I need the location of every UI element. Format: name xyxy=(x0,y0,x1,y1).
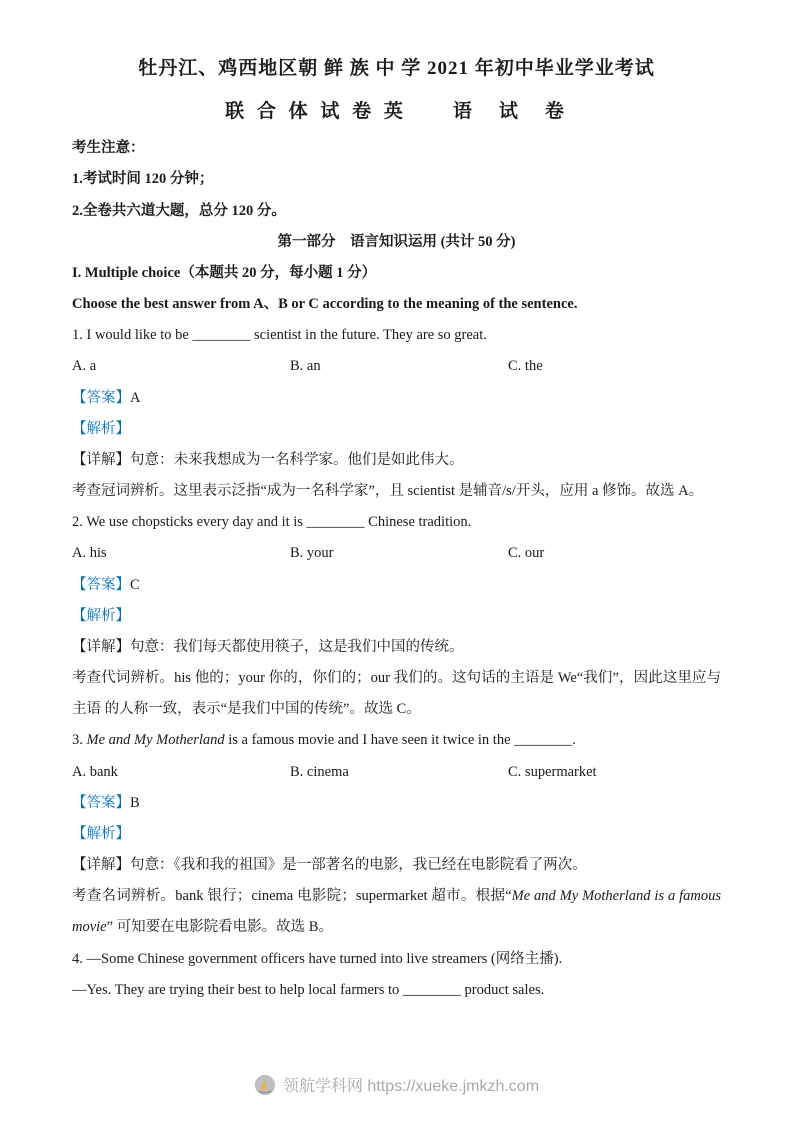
detail-text-2: 句意：我们每天都使用筷子，这是我们中国的传统。 xyxy=(130,638,464,655)
answer-line-1 xyxy=(72,383,721,414)
detail-label: 【详解】 xyxy=(72,638,130,655)
notice-heading: 考生注意： xyxy=(72,140,145,157)
options-row-2 xyxy=(72,538,721,569)
detail-label: 【详解】 xyxy=(72,451,130,468)
section-heading: 第一部分 语言知识运用 (共计 50 分) xyxy=(277,233,516,250)
explain-3-movie-quote: Me and My Motherland is a famous movie xyxy=(72,888,721,936)
part-heading: I. Multiple choice（本题共 20 分，每小题 1 分） xyxy=(72,264,377,281)
option-3-c: C. supermarket xyxy=(508,763,597,780)
question-stem-1: 1. I would like to be ________ scientist in the future. They are so great. xyxy=(72,327,487,344)
question-stem-3 xyxy=(72,725,721,756)
stem-3-movie-title: Me and My Motherland xyxy=(86,732,225,749)
footer-watermark xyxy=(0,1073,793,1096)
explain-paragraph-1: 考查冠词辨析。这里表示泛指“成为一名科学家”，且 scientist 是辅音/s/开头，应用 a 修饰。故选 A。 xyxy=(72,483,704,500)
detail-paragraph-2 xyxy=(72,632,721,663)
site-logo-icon xyxy=(254,1074,276,1096)
explain-paragraph-3 xyxy=(72,881,721,943)
detail-paragraph-3 xyxy=(72,850,721,881)
question-stem-2: 2. We use chopsticks every day and it is ________ Chinese tradition. xyxy=(72,514,472,531)
question-4-line-2: —Yes. They are trying their best to help local farmers to ________ product sales. xyxy=(72,981,545,998)
notice-item-2: 2.全卷共六道大题，总分 120 分。 xyxy=(72,202,286,219)
detail-label: 【详解】 xyxy=(72,857,130,874)
option-1-b: B. an xyxy=(290,358,321,375)
answer-value-2: C xyxy=(130,576,140,593)
options-row-3 xyxy=(72,757,721,788)
analysis-label: 【解析】 xyxy=(72,607,130,624)
detail-text-1: 句意：未来我想成为一名科学家。他们是如此伟大。 xyxy=(130,451,464,468)
answer-label: 【答案】 xyxy=(72,794,130,811)
explain-3-prefix: 考查名词辨析。bank 银行；cinema 电影院；supermarket 超市。根据“ xyxy=(72,888,512,905)
stem-3-prefix: 3. xyxy=(72,732,87,749)
answer-value-3: B xyxy=(130,794,140,811)
analysis-line-2 xyxy=(72,601,721,632)
stem-3-suffix: is a famous movie and I have seen it twice in the ________. xyxy=(224,732,576,749)
option-2-b: B. your xyxy=(290,545,334,562)
footer-text: 领航学科网 https://xueke.jmkzh.com xyxy=(282,1078,540,1095)
answer-label: 【答案】 xyxy=(72,389,130,406)
analysis-line-3 xyxy=(72,819,721,850)
options-row-1 xyxy=(72,351,721,382)
question-4-line-1: 4. —Some Chinese government officers have turned into live streamers (网络主播). xyxy=(72,950,563,967)
option-1-a: A. a xyxy=(72,358,97,375)
analysis-line-1 xyxy=(72,414,721,445)
analysis-label: 【解析】 xyxy=(72,420,130,437)
notice-item-1: 1.考试时间 120 分钟； xyxy=(72,171,214,188)
answer-label: 【答案】 xyxy=(72,576,130,593)
option-1-c: C. the xyxy=(508,358,543,375)
detail-paragraph-1 xyxy=(72,445,721,476)
option-2-a: A. his xyxy=(72,545,107,562)
instruction: Choose the best answer from A、B or C according to the meaning of the sentence. xyxy=(72,296,578,313)
explain-3-suffix: ” 可知要在电影院看电影。故选 B。 xyxy=(106,919,333,936)
analysis-label: 【解析】 xyxy=(72,825,130,842)
option-3-b: B. cinema xyxy=(290,763,349,780)
option-3-a: A. bank xyxy=(72,763,118,780)
answer-line-3 xyxy=(72,788,721,819)
doc-subtitle: 联 合 体 试 卷 英 语 试 卷 xyxy=(225,100,568,122)
option-2-c: C. our xyxy=(508,545,545,562)
explain-paragraph-2: 考查代词辨析。his 他的；your 你的，你们的；our 我们的。这句话的主语是 We“我们”，因此这里应与主语 的人称一致，表示“是我们中国的传统”。故选 C。 xyxy=(72,670,721,718)
doc-title: 牡丹江、鸡西地区朝 鲜 族 中 学 2021 年初中毕业学业考试 xyxy=(138,58,655,79)
answer-value-1: A xyxy=(130,389,141,406)
detail-text-3: 句意：《我和我的祖国》是一部著名的电影，我已经在电影院看了两次。 xyxy=(130,857,587,874)
answer-line-2 xyxy=(72,570,721,601)
